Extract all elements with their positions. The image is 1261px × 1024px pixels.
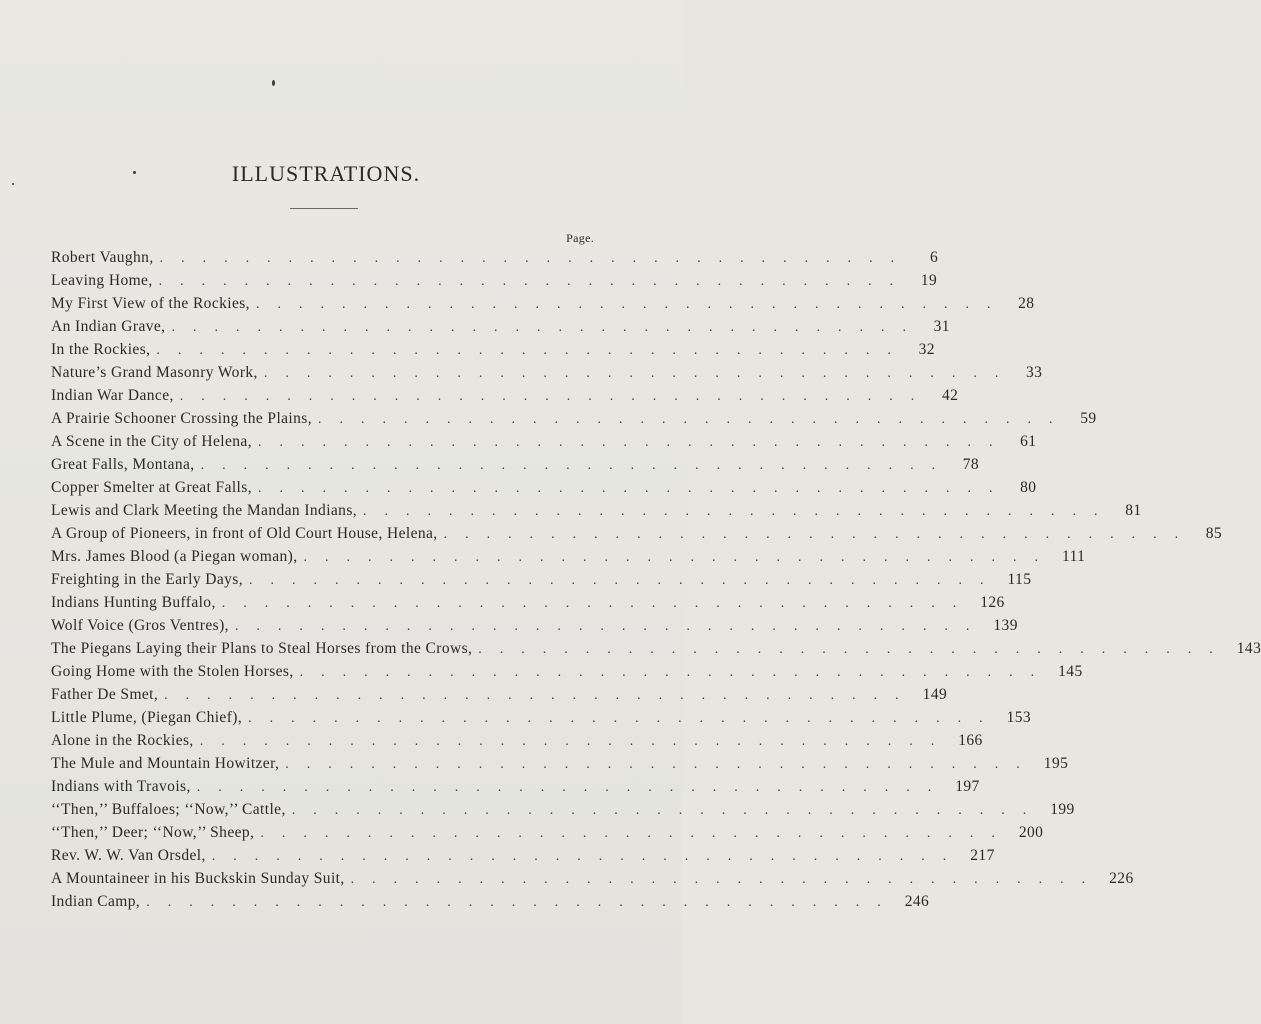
entry-page-number: 145 xyxy=(1058,663,1083,680)
entry-title: ‘‘Then,’’ Buffaloes; ‘‘Now,’’ Cattle, xyxy=(51,801,286,818)
list-item xyxy=(51,709,1032,732)
entry-page-number: 199 xyxy=(1050,801,1075,818)
entry-page-number: 195 xyxy=(1043,755,1069,772)
entry-title: My First View of the Rockies, xyxy=(51,295,250,312)
entry-title: Robert Vaughn, xyxy=(51,249,154,266)
dot-leader: ................................... xyxy=(159,251,913,266)
dot-leader: ................................... xyxy=(158,274,912,289)
dot-leader: ................................... xyxy=(318,412,1071,427)
entry-page-number: 111 xyxy=(1062,548,1086,565)
entry-title: Copper Smelter at Great Falls, xyxy=(51,479,252,496)
entry-title: Indian Camp, xyxy=(51,893,141,910)
list-item xyxy=(51,594,1005,617)
entry-title: Mrs. James Blood (a Piegan woman), xyxy=(51,548,298,565)
entry-title: A Mountaineer in his Buckskin Sunday Suit, xyxy=(51,870,345,887)
list-item xyxy=(51,893,930,916)
entry-title: Indian War Dance, xyxy=(51,387,174,404)
list-item xyxy=(51,479,1037,502)
dot-leader: ................................... xyxy=(234,619,988,634)
entry-title: ‘‘Then,’’ Deer; ‘‘Now,’’ Sheep, xyxy=(51,824,255,841)
list-item xyxy=(51,249,939,272)
list-item xyxy=(51,617,1018,640)
entry-title: Little Plume, (Piegan Chief), xyxy=(51,709,243,726)
dot-leader: ................................... xyxy=(221,596,975,611)
entry-title: Alone in the Rockies, xyxy=(51,732,194,749)
entry-page-number: 166 xyxy=(958,732,983,749)
entry-page-number: 28 xyxy=(1018,295,1035,312)
entry-title: A Prairie Schooner Crossing the Plains, xyxy=(51,410,312,427)
list-item xyxy=(51,571,1032,594)
ink-speck xyxy=(272,80,275,86)
dot-leader: ................................... xyxy=(164,688,917,703)
dot-leader: ................................... xyxy=(248,573,1002,588)
entry-page-number: 42 xyxy=(941,387,959,404)
dot-leader: ................................... xyxy=(199,734,953,749)
dot-leader: ................................... xyxy=(255,297,1009,312)
list-item xyxy=(51,847,995,870)
list-item xyxy=(51,433,1037,456)
dot-leader: ................................... xyxy=(146,895,899,910)
dot-leader: ................................... xyxy=(179,389,933,404)
title-divider xyxy=(290,208,358,209)
dot-leader: ................................... xyxy=(291,803,1045,818)
entry-title: In the Rockies, xyxy=(51,341,151,358)
illustrations-list xyxy=(51,249,1261,916)
entry-title: Rev. W. W. Van Orsdel, xyxy=(51,847,206,864)
entry-page-number: 80 xyxy=(1020,479,1037,496)
entry-page-number: 19 xyxy=(920,272,938,289)
entry-title: Indians with Travois, xyxy=(51,778,191,795)
dot-leader: ................................... xyxy=(299,665,1053,680)
entry-title: Going Home with the Stolen Horses, xyxy=(51,663,294,680)
list-item xyxy=(51,824,1044,847)
list-item xyxy=(51,870,1134,893)
list-item xyxy=(51,801,1075,824)
dot-leader: ................................... xyxy=(200,458,954,473)
entry-title: Wolf Voice (Gros Ventres), xyxy=(51,617,229,634)
list-item xyxy=(51,778,980,801)
list-item xyxy=(51,663,1083,686)
entry-page-number: 61 xyxy=(1020,433,1037,450)
page-column-header: Page. xyxy=(566,231,594,245)
dot-leader: ................................... xyxy=(263,366,1017,381)
entry-page-number: 153 xyxy=(1006,709,1032,726)
dot-leader: ................................... xyxy=(350,872,1104,887)
entry-page-number: 33 xyxy=(1026,364,1043,381)
list-item xyxy=(51,272,938,295)
dot-leader: ................................... xyxy=(248,711,1001,726)
list-item xyxy=(51,318,950,341)
entry-page-number: 32 xyxy=(918,341,935,358)
entry-title: Freighting in the Early Days, xyxy=(51,571,243,588)
entry-title: Great Falls, Montana, xyxy=(51,456,195,473)
dot-leader: ................................... xyxy=(257,435,1011,450)
entry-page-number: 31 xyxy=(933,318,950,335)
entry-page-number: 115 xyxy=(1007,571,1032,588)
list-item xyxy=(51,548,1086,571)
list-item xyxy=(51,295,1035,318)
entry-page-number: 217 xyxy=(970,847,995,864)
dot-leader: ................................... xyxy=(257,481,1011,496)
list-item xyxy=(51,525,1223,548)
entry-page-number: 85 xyxy=(1205,525,1223,542)
entry-title: An Indian Grave, xyxy=(51,318,166,335)
entry-page-number: 59 xyxy=(1080,410,1097,427)
list-item xyxy=(51,456,980,479)
entry-title: Nature’s Grand Masonry Work, xyxy=(51,364,258,381)
dot-leader: ................................... xyxy=(260,826,1013,841)
dot-leader: ................................... xyxy=(478,642,1231,657)
entry-page-number: 139 xyxy=(993,617,1018,634)
list-item xyxy=(51,341,935,364)
entry-title: Leaving Home, xyxy=(51,272,153,289)
dot-leader: ................................... xyxy=(443,527,1197,542)
entry-page-number: 149 xyxy=(922,686,948,703)
list-item xyxy=(51,410,1097,433)
entry-title: Lewis and Clark Meeting the Mandan Indians, xyxy=(51,502,358,519)
entry-page-number: 200 xyxy=(1018,824,1044,841)
entry-page-number: 6 xyxy=(929,249,939,266)
entry-title: The Piegans Laying their Plans to Steal Horses from the Crows, xyxy=(51,640,473,657)
entry-page-number: 81 xyxy=(1125,502,1142,519)
list-item xyxy=(51,364,1043,387)
entry-title: Indians Hunting Buffalo, xyxy=(51,594,216,611)
dot-leader: ................................... xyxy=(303,550,1056,565)
list-item xyxy=(51,502,1142,525)
dot-leader: ................................... xyxy=(363,504,1116,519)
dot-leader: ................................... xyxy=(196,780,950,795)
list-item xyxy=(51,640,1261,663)
entry-page-number: 78 xyxy=(962,456,980,473)
entry-page-number: 246 xyxy=(904,893,930,910)
page-title: ILLUSTRATIONS. xyxy=(231,160,421,186)
entry-page-number: 197 xyxy=(955,778,980,795)
entry-title: A Scene in the City of Helena, xyxy=(51,433,252,450)
entry-page-number: 126 xyxy=(980,594,1005,611)
dot-leader: ................................... xyxy=(285,757,1038,772)
entry-page-number: 143 xyxy=(1236,640,1261,657)
entry-page-number: 226 xyxy=(1109,870,1134,887)
list-item xyxy=(51,755,1069,778)
list-item xyxy=(51,686,948,709)
list-item xyxy=(51,387,959,410)
dot-leader: ................................... xyxy=(156,343,909,358)
list-item xyxy=(51,732,983,755)
dot-leader: ................................... xyxy=(171,320,924,335)
entry-title: A Group of Pioneers, in front of Old Court House, Helena, xyxy=(51,525,438,542)
entry-title: Father De Smet, xyxy=(51,686,159,703)
dot-leader: ................................... xyxy=(211,849,965,864)
entry-title: The Mule and Mountain Howitzer, xyxy=(51,755,280,772)
